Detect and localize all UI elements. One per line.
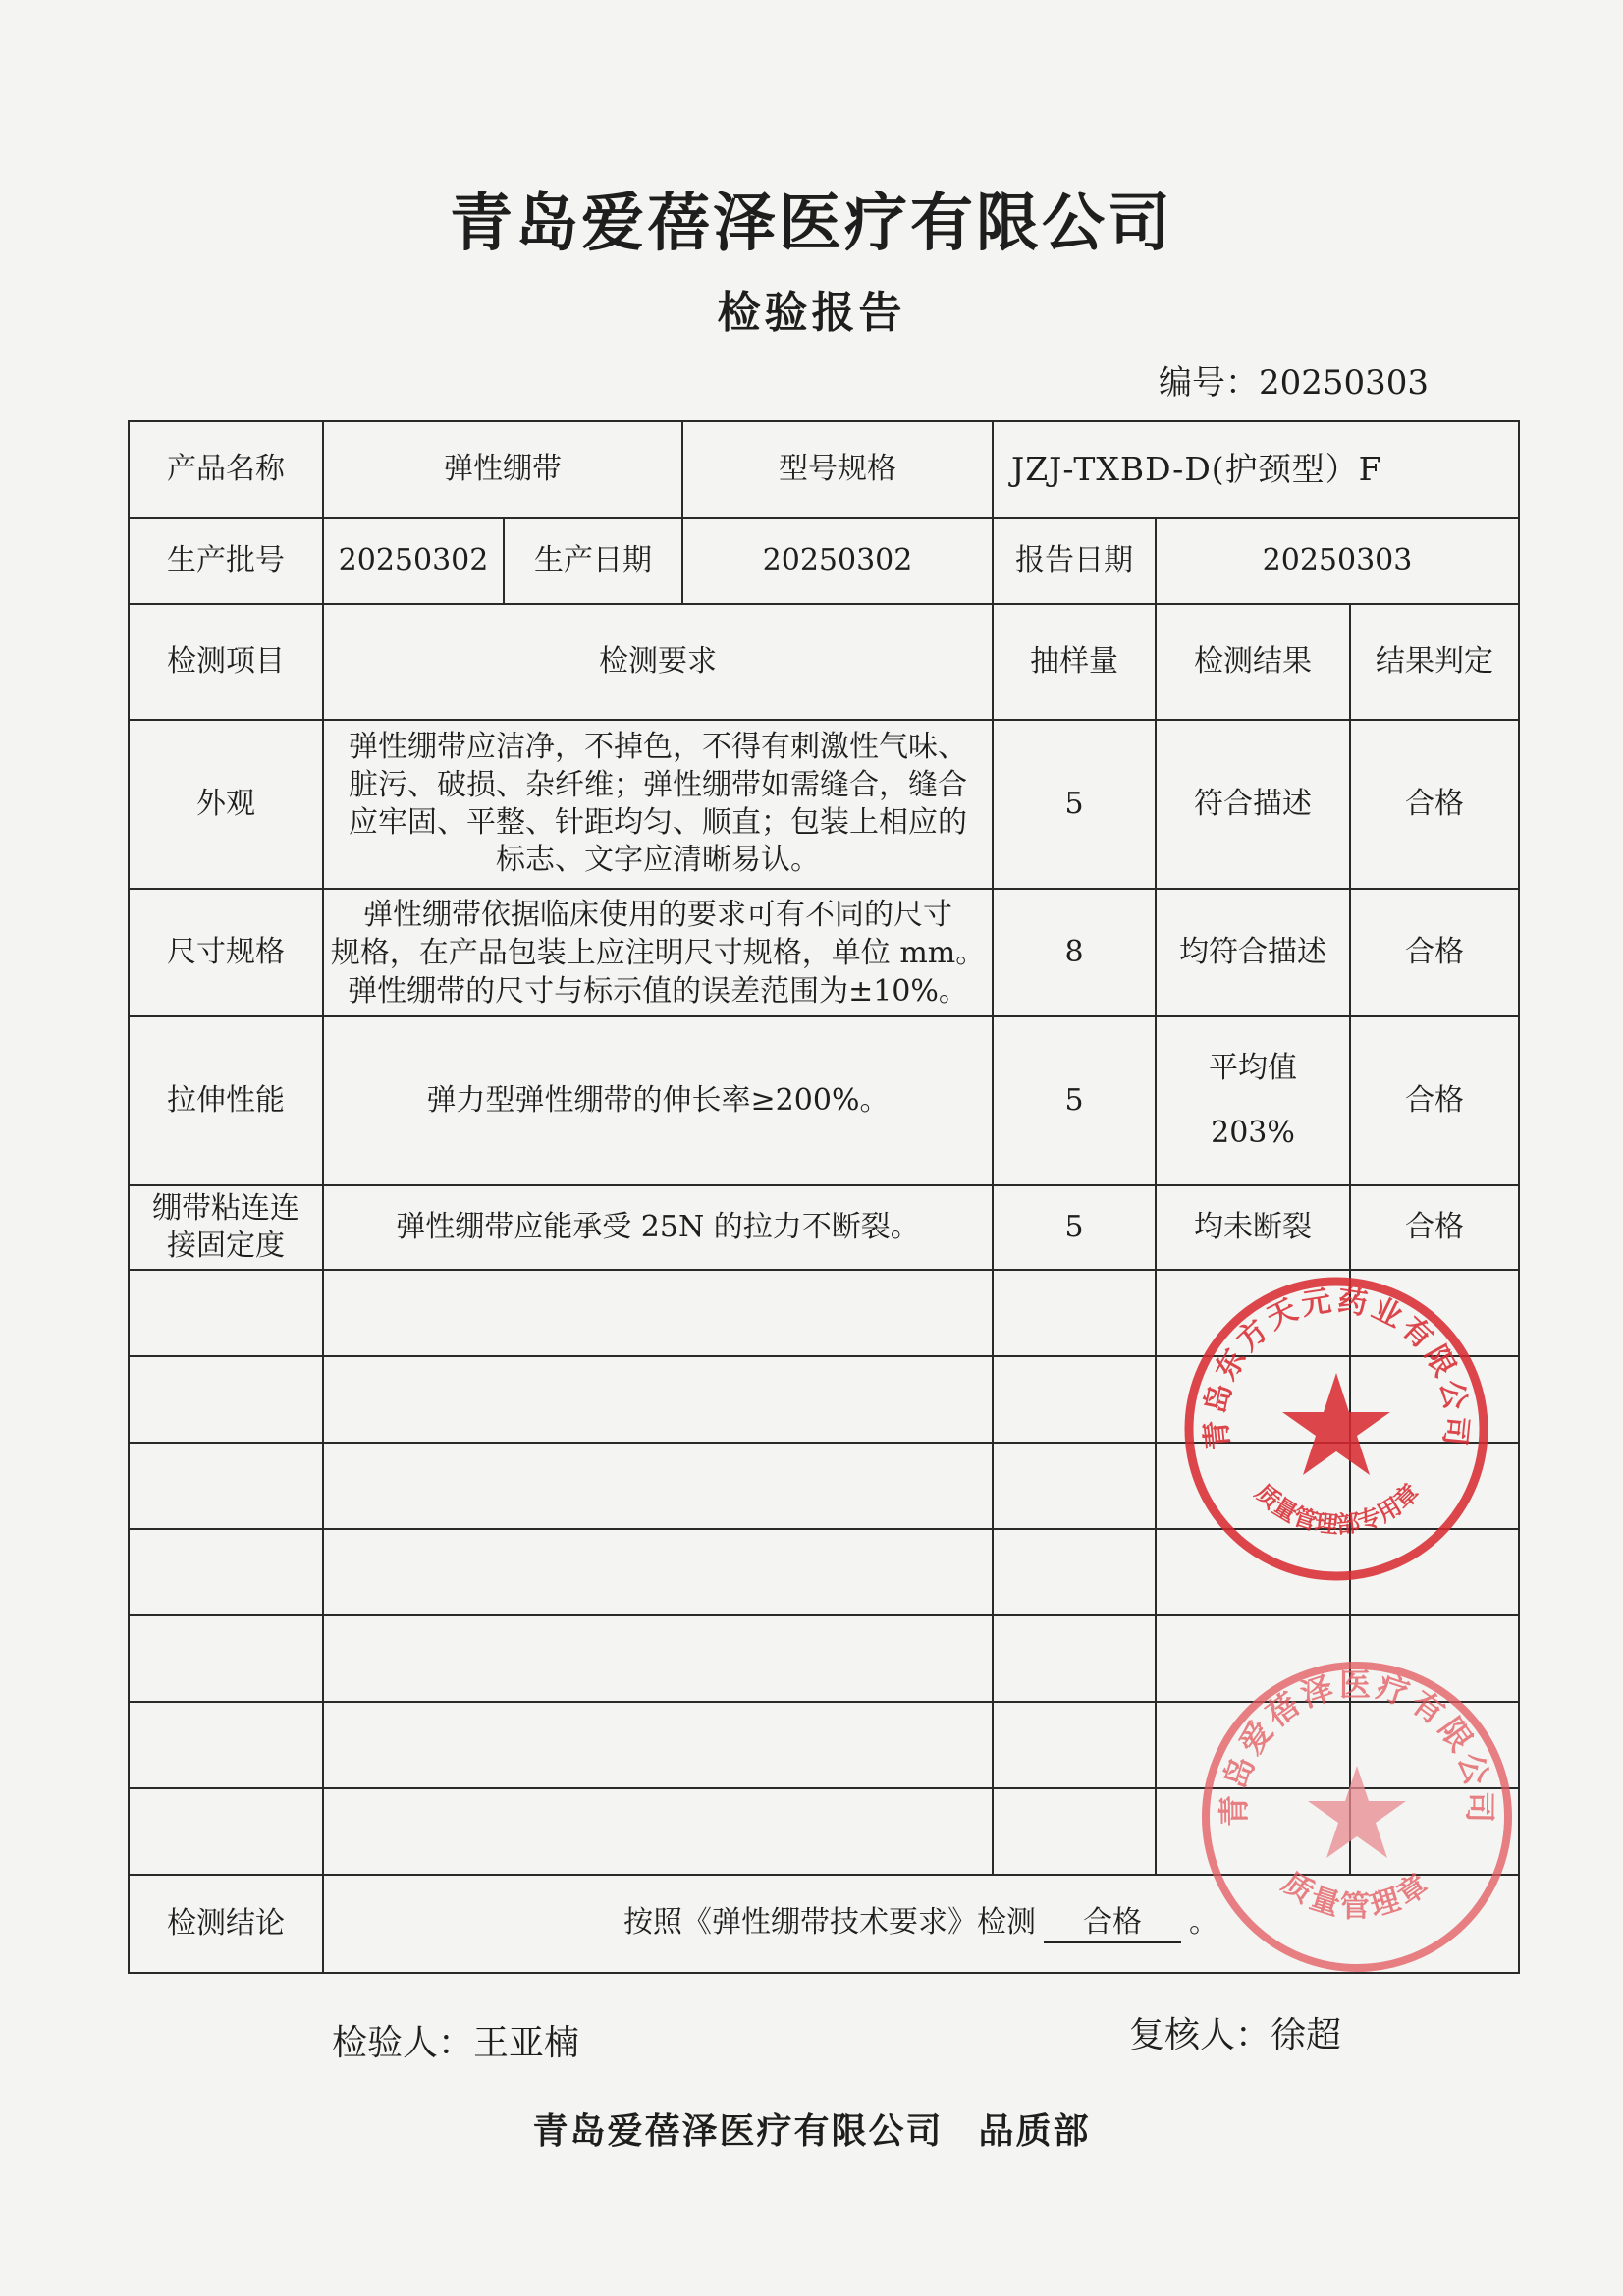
test-result: 符合描述	[1156, 720, 1350, 889]
seal-graphic	[1206, 1666, 1508, 1968]
seal-subtext: 质量管理部专用章	[1249, 1478, 1426, 1540]
header-requirement: 检测要求	[323, 604, 993, 720]
test-sample: 5	[993, 1185, 1156, 1270]
batch-label: 生产批号	[129, 518, 323, 604]
inspector-signature	[332, 2015, 579, 2065]
report-title: 检验报告	[717, 288, 906, 338]
report-date-value: 20250303	[1156, 518, 1519, 604]
test-verdict: 合格	[1350, 720, 1519, 889]
result-line: 平均值	[1209, 1051, 1297, 1085]
result-line: 203%	[1211, 1116, 1295, 1150]
inspector-name: 王亚楠	[473, 2023, 580, 2063]
requirement-line: 弹性绷带的尺寸与标示值的误差范围为±10%。	[348, 973, 968, 1009]
info-row-2	[129, 518, 1519, 604]
mfg-date-label: 生产日期	[504, 518, 682, 604]
seal-graphic	[1189, 1282, 1484, 1576]
company-title: 青岛爱蓓泽医疗有限公司	[450, 188, 1173, 260]
footer	[0, 2104, 1623, 2154]
reviewer-name: 徐超	[1271, 2015, 1342, 2055]
item-line: 绷带粘连连	[152, 1190, 299, 1226]
test-verdict: 合格	[1350, 1016, 1519, 1185]
inspector-label: 检验人：	[332, 2023, 474, 2063]
test-requirement	[323, 1185, 993, 1270]
test-result: 均未断裂	[1156, 1185, 1350, 1270]
requirement-line: 弹性绷带应洁净，不掉色，不得有刺激性气味、	[349, 730, 967, 765]
seal-text: 青岛东方天元药业有限公司	[1198, 1283, 1475, 1451]
test-row-appearance	[129, 720, 1519, 889]
requirement-line: 弹性绷带应能承受 25N 的拉力不断裂。	[396, 1209, 920, 1244]
test-sample: 5	[993, 720, 1156, 889]
report-number-value: 20250303	[1259, 363, 1430, 403]
test-requirement	[323, 889, 993, 1016]
test-item: 尺寸规格	[129, 889, 323, 1016]
conclusion-suffix: 。	[1189, 1904, 1218, 1940]
reviewer-signature	[1129, 2007, 1341, 2057]
test-item: 外观	[129, 720, 323, 889]
test-item: 拉伸性能	[129, 1016, 323, 1185]
test-row-adhesion	[129, 1185, 1519, 1270]
model-label: 型号规格	[682, 421, 993, 518]
report-number-label: 编号：	[1159, 363, 1259, 403]
footer-company: 青岛爱蓓泽医疗有限公司	[532, 2111, 944, 2152]
batch-value: 20250302	[323, 518, 504, 604]
test-sample: 5	[993, 1016, 1156, 1185]
header-item: 检测项目	[129, 604, 323, 720]
test-verdict: 合格	[1350, 889, 1519, 1016]
info-row-1	[129, 421, 1519, 518]
report-number	[1159, 355, 1429, 404]
conclusion-label: 检测结论	[129, 1875, 323, 1973]
test-row-tensile	[129, 1016, 1519, 1185]
pink-quality-stamp	[1190, 1650, 1524, 1984]
requirement-line: 脏污、破损、杂纤维；弹性绷带如需缝合，缝合	[349, 767, 967, 802]
seal-text: 青岛爱蓓泽医疗有限公司	[1215, 1666, 1499, 1828]
reviewer-label: 复核人：	[1129, 2015, 1271, 2055]
conclusion-value: 合格	[1044, 1904, 1181, 1943]
header-result: 检测结果	[1156, 604, 1350, 720]
product-name-value: 弹性绷带	[323, 421, 682, 518]
requirement-line: 弹性绷带依据临床使用的要求可有不同的尺寸	[363, 897, 952, 932]
requirement-line: 规格，在产品包装上应注明尺寸规格，单位 mm。	[330, 935, 986, 970]
test-requirement	[323, 720, 993, 889]
test-item	[129, 1185, 323, 1270]
test-requirement	[323, 1016, 993, 1185]
requirement-line: 标志、文字应清晰易认。	[496, 843, 820, 878]
test-sample: 8	[993, 889, 1156, 1016]
test-row-size	[129, 889, 1519, 1016]
requirement-line: 应牢固、平整、针距均匀、顺直；包装上相应的	[349, 805, 967, 840]
red-seal-stamp	[1174, 1267, 1498, 1591]
mfg-date-value: 20250302	[682, 518, 993, 604]
requirement-line: 弹力型弹性绷带的伸长率≥200%。	[426, 1082, 890, 1118]
test-result	[1156, 1016, 1350, 1185]
test-verdict: 合格	[1350, 1185, 1519, 1270]
report-date-label: 报告日期	[993, 518, 1156, 604]
seal-subtext: 质量管理章	[1275, 1865, 1438, 1925]
header-sample: 抽样量	[993, 604, 1156, 720]
header-verdict: 结果判定	[1350, 604, 1519, 720]
footer-dept: 品质部	[978, 2111, 1091, 2152]
conclusion-prefix: 按照《弹性绷带技术要求》检测	[623, 1904, 1036, 1940]
model-value: JZJ-TXBD-D(护颈型）F	[993, 421, 1519, 518]
product-name-label: 产品名称	[129, 421, 323, 518]
header-row	[129, 604, 1519, 720]
test-result: 均符合描述	[1156, 889, 1350, 1016]
item-line: 接固定度	[167, 1229, 285, 1263]
